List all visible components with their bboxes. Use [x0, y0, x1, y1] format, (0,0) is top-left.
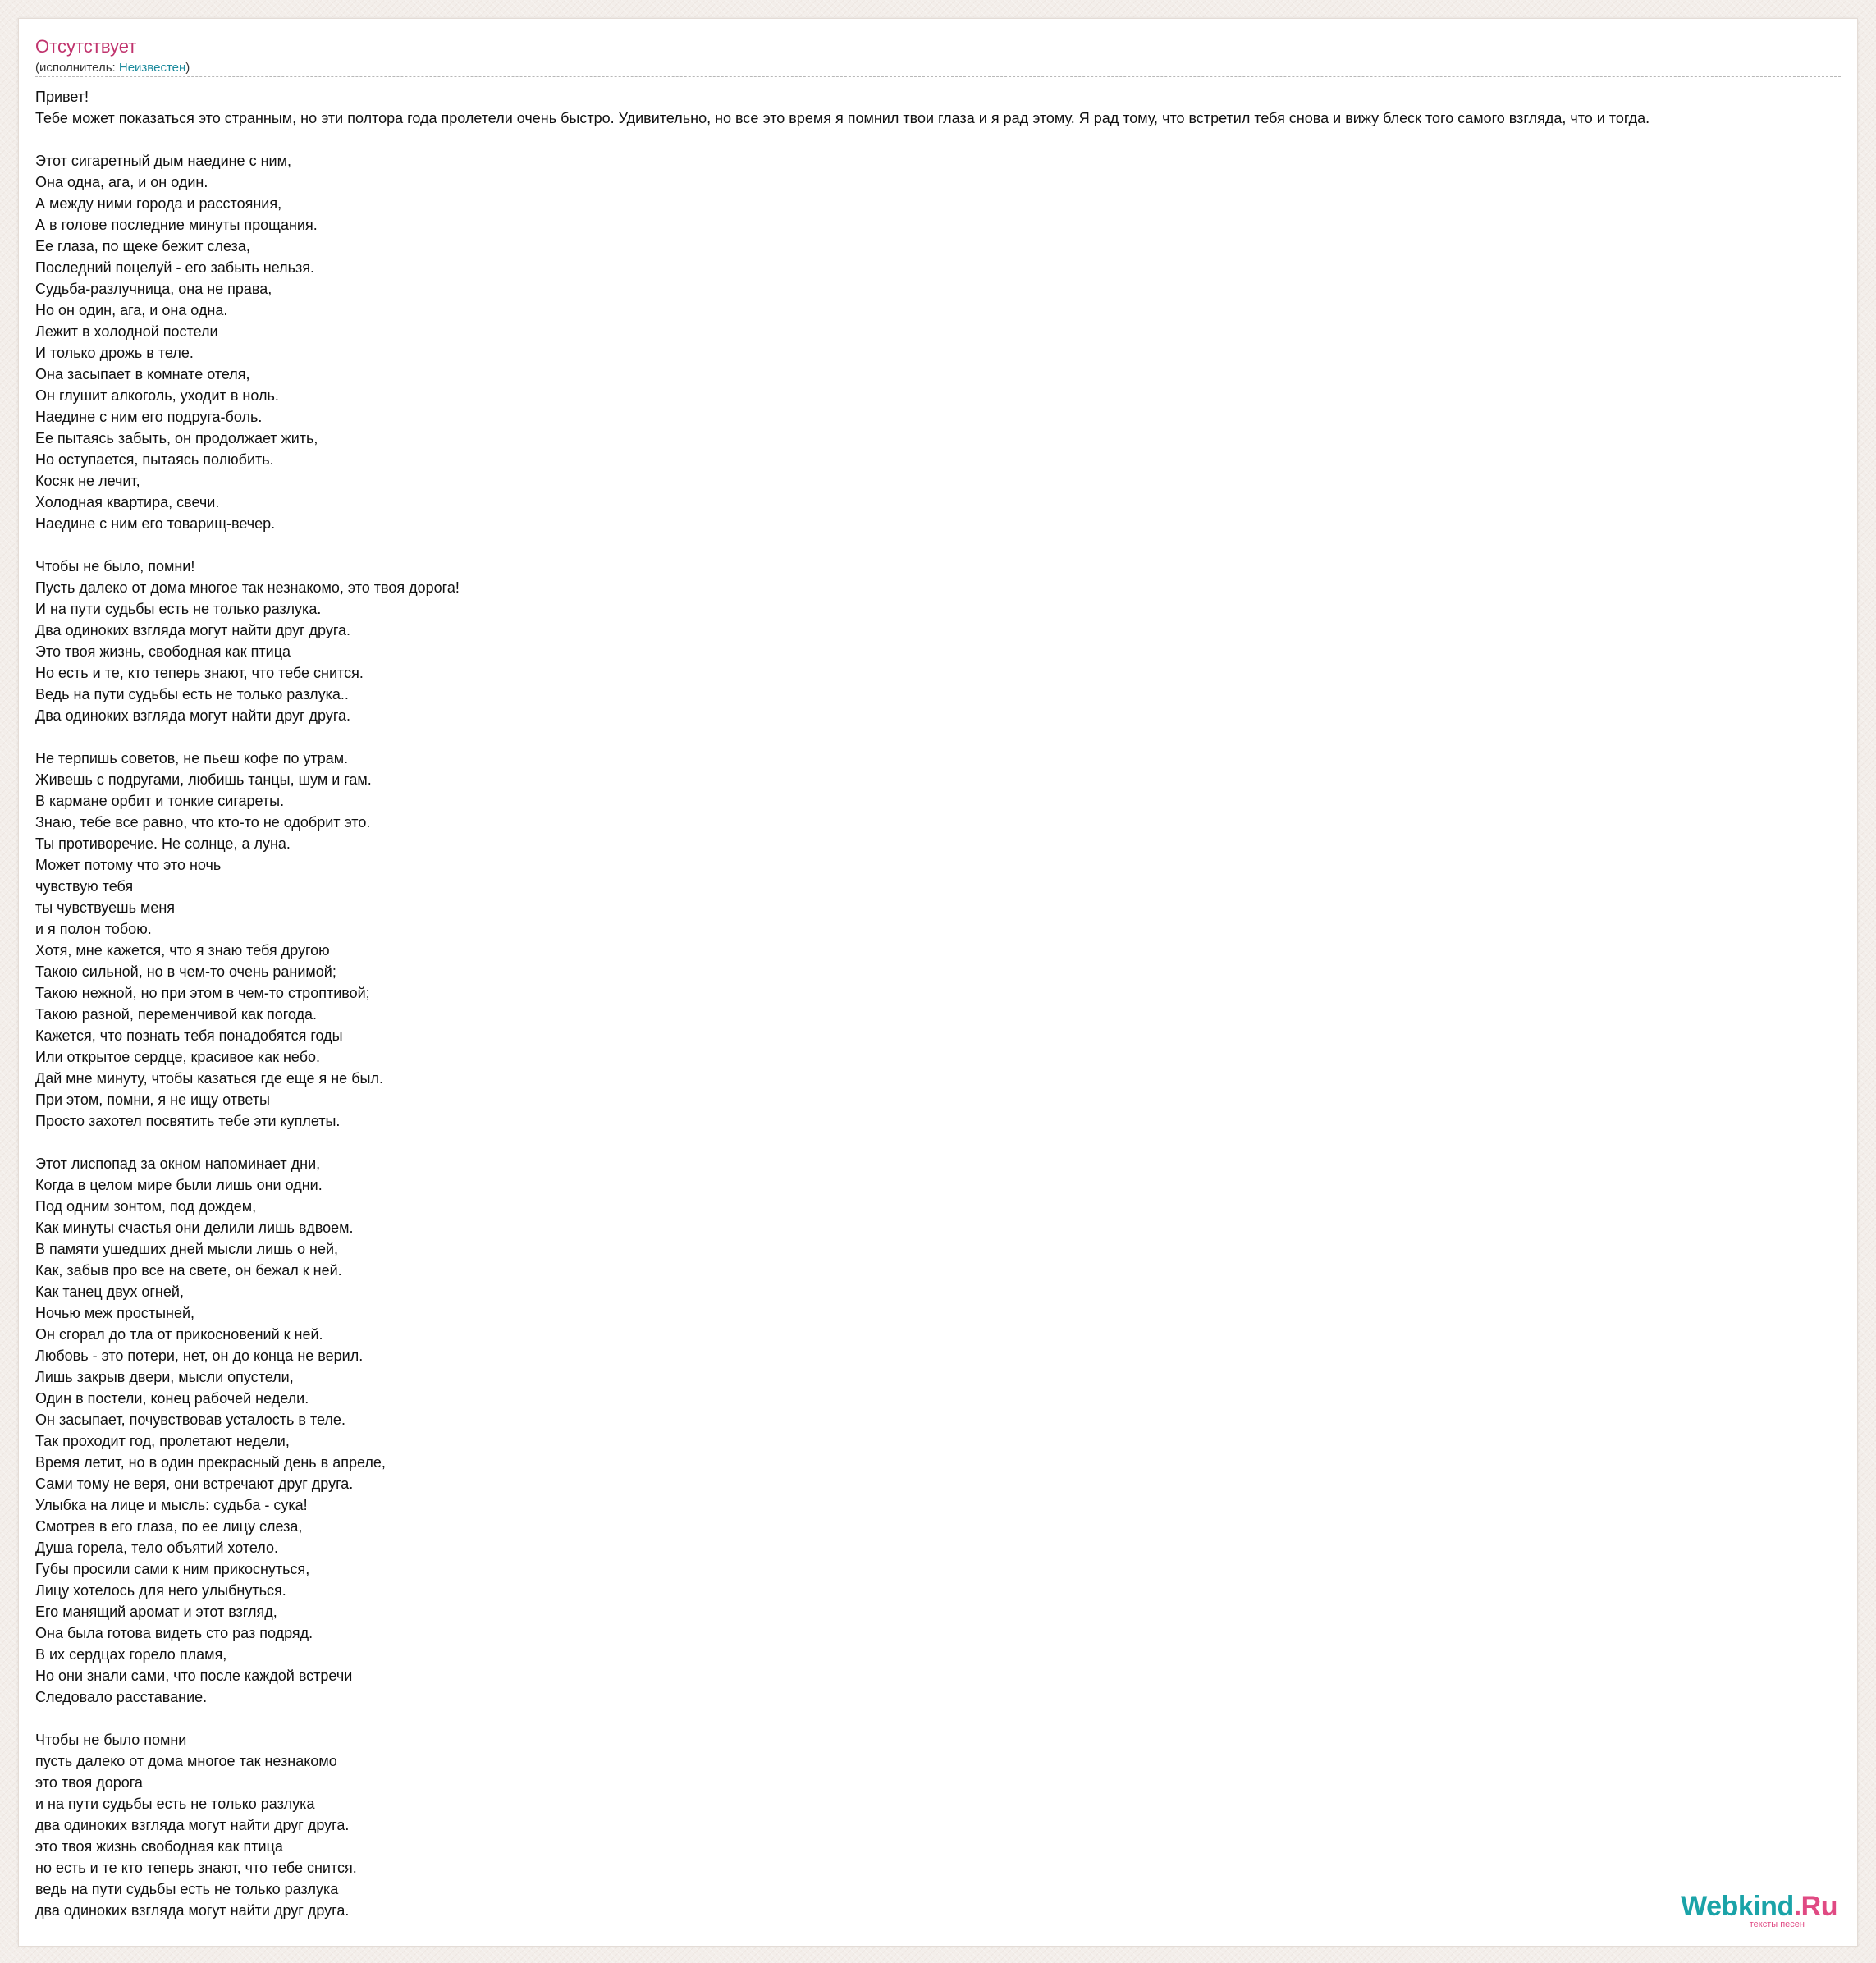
header-divider [35, 76, 1841, 77]
artist-line [35, 60, 1841, 76]
logo-wordmark [1681, 1892, 1837, 1921]
logo-brand: Webkind [1681, 1891, 1794, 1922]
artist-link[interactable]: Неизвестен [118, 61, 186, 75]
logo-tagline: тексты песен [1749, 1920, 1805, 1929]
song-header [35, 35, 1841, 76]
lyrics-page [18, 18, 1858, 1947]
logo-tld: .Ru [1793, 1891, 1837, 1922]
artist-prefix: (исполнитель: [35, 61, 119, 75]
lyrics-text: Привет! Тебе может показаться это странным, но эти полтора года пролетели очень быстро. Удивительно, но все это время я помнил твои глаза и я рад этому. Я рад тому, что встретил тебя снова и вижу блеск того самого взгляда, что и тогда. Этот сигаретный дым наедине с ним, Она одна, ага, и он один. А между ними города и расстояния, А в голове последние минуты прощания. Ее глаза, по щеке бежит слеза, Последний поцелуй - его забыть нельзя. Судьба-разлучница, она не права, Но он один, ага, и она одна. Лежит в холодной постели И только дрожь в теле. Она засыпает в комнате отеля, Он глушит алкоголь, уходит в ноль. Наедине с ним его подруга-боль. Ее пытаясь забыть, он продолжает жить, Но оступается, пытаясь полюбить. Косяк не лечит, Холодная квартира, свечи. Наедине с ним его товарищ-вечер. Чтобы не было, помни! Пусть далеко от дома многое так незнакомо, это твоя дорога! И на пути судьбы есть не только разлука. Два одиноких взгляда могут найти друг друга. Это твоя жизнь, свободная как птица Но есть и те, кто теперь знают, что тебе снится. Ведь на пути судьбы есть не только разлука.. Два одиноких взгляда могут найти друг друга. Не терпишь советов, не пьеш кофе по утрам. Живешь с подругами, любишь танцы, шум и гам. В кармане орбит и тонкие сигареты. Знаю, тебе все равно, что кто-то не одобрит это. Ты противоречие. Не солнце, а луна. Может потому что это ночь чувствую тебя ты чувствуешь меня и я полон тобою. Хотя, мне кажется, что я знаю тебя другою Такою сильной, но в чем-то очень ранимой; Такою нежной, но при этом в чем-то строптивой; Такою разной, переменчивой как погода. Кажется, что познать тебя понадобятся годы Или открытое сердце, красивое как небо. Дай мне минуту, чтобы казаться где еще я не был. При этом, помни, я не ищу ответы Просто захотел посвятить тебе эти куплеты. Этот лиспопад за окном напоминает дни, Когда в целом мире были лишь они одни. Под одним зонтом, под дождем, Как минуты счастья они делили лишь вдвоем. В памяти ушедших дней мысли лишь о ней, Как, забыв про все на свете, он бежал к ней. Как танец двух огней, Ночью меж простыней, Он сгорал до тла от прикосновений к ней. Любовь - это потери, нет, он до конца не верил. Лишь закрыв двери, мысли опустели, Один в постели, конец рабочей недели. Он засыпает, почувствовав усталость в теле. Так проходит год, пролетают недели, Время летит, но в один прекрасный день в апреле, Сами тому не веря, они встречают друг друга. Улыбка на лице и мысль: судьба - сука! Смотрев в его глаза, по ее лицу слеза, Душа горела, тело объятий хотело. Губы просили сами к ним прикоснуться, Лицу хотелось для него улыбнуться. Его манящий аромат и этот взгляд, Она была готова видеть сто раз подряд. В их сердцах горело пламя, Но они знали сами, что после каждой встречи Следовало расставание. Чтобы не было помни пусть далеко от дома многое так незнакомо это твоя дорога и на пути судьбы есть не только разлука два одиноких взгляда могут найти друг друга. это твоя жизнь свободная как птица но есть и те кто теперь знают, что тебе снится. ведь на пути судьбы есть не только разлука два одиноких взгляда могут найти друг друга. [35, 89, 1650, 1919]
site-logo[interactable] [1681, 1892, 1837, 1929]
song-title: Отсутствует [35, 36, 137, 57]
artist-suffix: ) [185, 61, 190, 75]
